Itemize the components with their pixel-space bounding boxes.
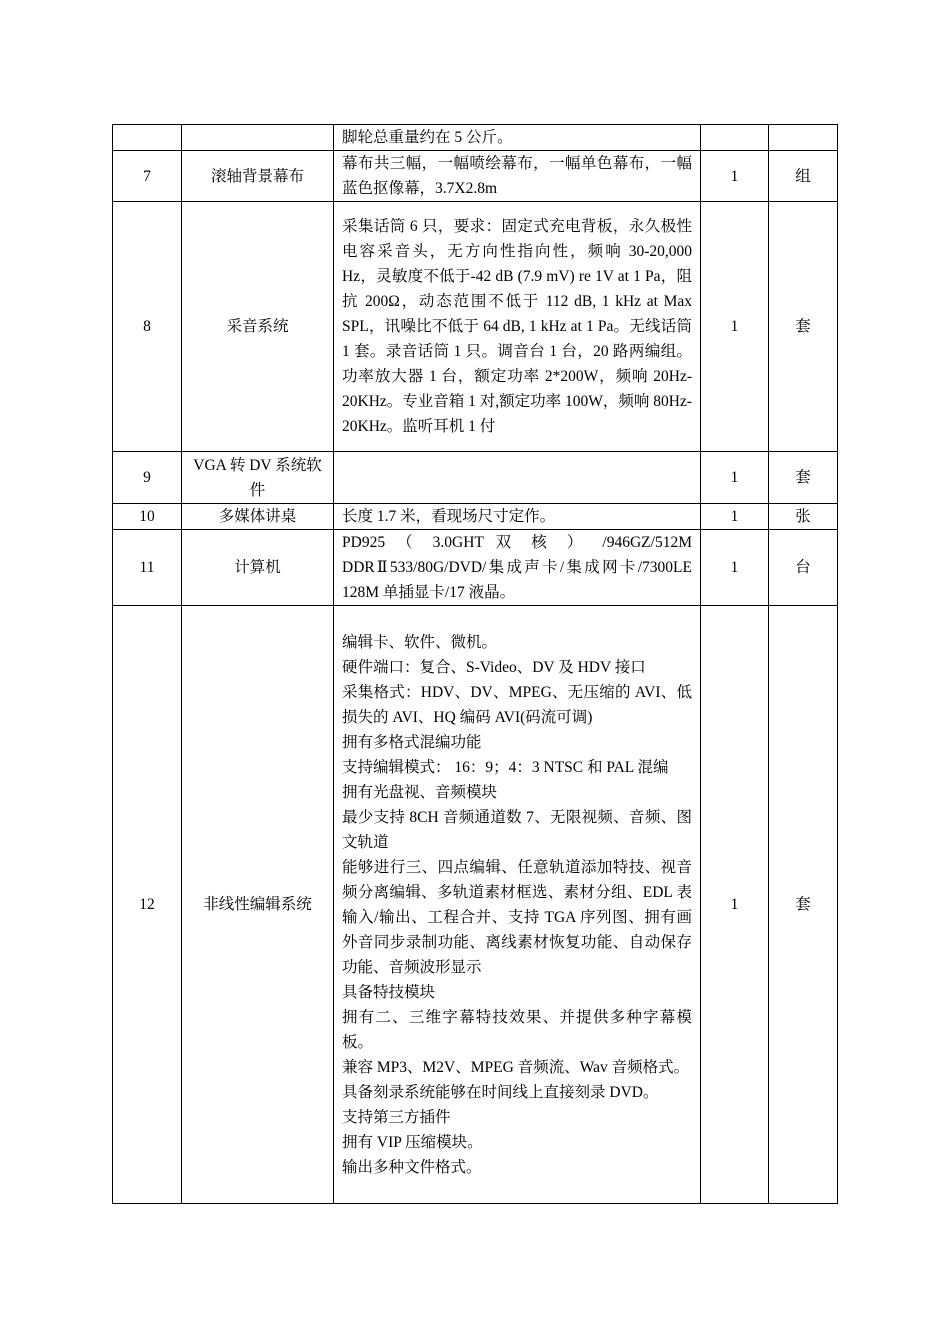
description-line: 拥有光盘视、音频模块 — [342, 783, 498, 801]
item-name: 滚轴背景幕布 — [182, 151, 334, 202]
table-row — [113, 202, 838, 452]
item-quantity: 1 — [701, 530, 769, 606]
description-line: 支持第三方插件 — [342, 1108, 451, 1126]
item-name: VGA 转 DV 系统软件 — [182, 452, 334, 504]
item-number: 8 — [113, 202, 182, 452]
item-quantity: 1 — [701, 452, 769, 504]
description-line: 支持编辑模式： 16：9；4：3 NTSC 和 PAL 混编 — [342, 758, 669, 776]
item-unit: 套 — [769, 202, 838, 452]
description-line: 拥有二、三维字幕特技效果、并提供多种字幕模板。 — [342, 1008, 692, 1051]
description-line: 采集格式：HDV、DV、MPEG、无压缩的 AVI、低损失的 AVI、HQ 编码 AVI(码流可调) — [342, 683, 692, 726]
item-description — [334, 530, 701, 606]
table-row — [113, 504, 838, 530]
item-unit: 张 — [769, 504, 838, 530]
description-line: 幕布共三幅，一幅喷绘幕布，一幅单色幕布，一幅蓝色抠像幕，3.7X2.8m — [342, 155, 692, 197]
item-number: 11 — [113, 530, 182, 606]
item-description — [334, 202, 701, 452]
item-unit — [769, 125, 838, 151]
item-unit: 套 — [769, 606, 838, 1204]
table-row — [113, 606, 838, 1204]
equipment-table — [112, 124, 838, 1204]
item-name: 非线性编辑系统 — [182, 606, 334, 1204]
table-row — [113, 125, 838, 151]
item-number: 7 — [113, 151, 182, 202]
description-line: 拥有 VIP 压缩模块。 — [342, 1133, 483, 1151]
description-line: 长度 1.7 米，看现场尺寸定作。 — [342, 508, 556, 525]
item-unit: 台 — [769, 530, 838, 606]
item-name — [182, 125, 334, 151]
description-line: 能够进行三、四点编辑、任意轨道添加特技、视音频分离编辑、多轨道素材框选、素材分组、EDL 表输入/输出、工程合并、支持 TGA 序列图、拥有画外音同步录制功能、离线素材恢复功能、自动保存功能、音频波形显示 — [342, 858, 692, 976]
description-line: PD925 （ 3.0GHT 双 核 ） /946GZ/512M DDRⅡ533/80G/DVD/集成声卡/集成网卡/7300LE 128M 单插显卡/17 液晶。 — [342, 534, 692, 601]
description-line: 编辑卡、软件、微机。 — [342, 633, 498, 651]
description-line: 输出多种文件格式。 — [342, 1158, 482, 1176]
item-description — [334, 606, 701, 1204]
item-quantity: 1 — [701, 606, 769, 1204]
item-description — [334, 452, 701, 504]
item-unit: 套 — [769, 452, 838, 504]
item-name: 采音系统 — [182, 202, 334, 452]
item-number: 12 — [113, 606, 182, 1204]
description-line: 脚轮总重量约在 5 公斤。 — [342, 129, 513, 146]
item-description — [334, 504, 701, 530]
item-quantity: 1 — [701, 151, 769, 202]
table-row — [113, 151, 838, 202]
description-line: 采集话筒 6 只，要求：固定式充电背板，永久极性电容采音头，无方向性指向性，频响 30-20,000 Hz，灵敏度不低于-42 dB (7.9 mV) re 1V at 1 Pa，阻抗 200Ω，动态范围不低于 112 dB, 1 kHz at Max SPL，讯噪比不低于 64 dB, 1 kHz at 1 Pa。无线话筒 1 套。录音话筒 1 只。调音台 1 台，20 路两编组。功率放大器 1 台，额定功率 2*200W，频响 20Hz-20KHz。专业音箱 1 对,额定功率 100W，频响 80Hz-20KHz。监听耳机 1 付 — [342, 218, 693, 435]
description-line: 兼容 MP3、M2V、MPEG 音频流、Wav 音频格式。 — [342, 1058, 690, 1076]
item-name: 多媒体讲桌 — [182, 504, 334, 530]
description-line: 具备特技模块 — [342, 983, 436, 1001]
description-line: 拥有多格式混编功能 — [342, 733, 482, 751]
item-description — [334, 151, 701, 202]
item-quantity: 1 — [701, 202, 769, 452]
table-row — [113, 452, 838, 504]
item-unit: 组 — [769, 151, 838, 202]
description-line: 最少支持 8CH 音频通道数 7、无限视频、音频、图文轨道 — [342, 808, 692, 851]
item-quantity: 1 — [701, 504, 769, 530]
table-row — [113, 530, 838, 606]
item-number: 10 — [113, 504, 182, 530]
item-name: 计算机 — [182, 530, 334, 606]
item-number: 9 — [113, 452, 182, 504]
description-line: 硬件端口：复合、S-Video、DV 及 HDV 接口 — [342, 658, 646, 676]
item-quantity — [701, 125, 769, 151]
item-description — [334, 125, 701, 151]
description-line: 具备刻录系统能够在时间线上直接刻录 DVD。 — [342, 1083, 659, 1101]
item-number — [113, 125, 182, 151]
